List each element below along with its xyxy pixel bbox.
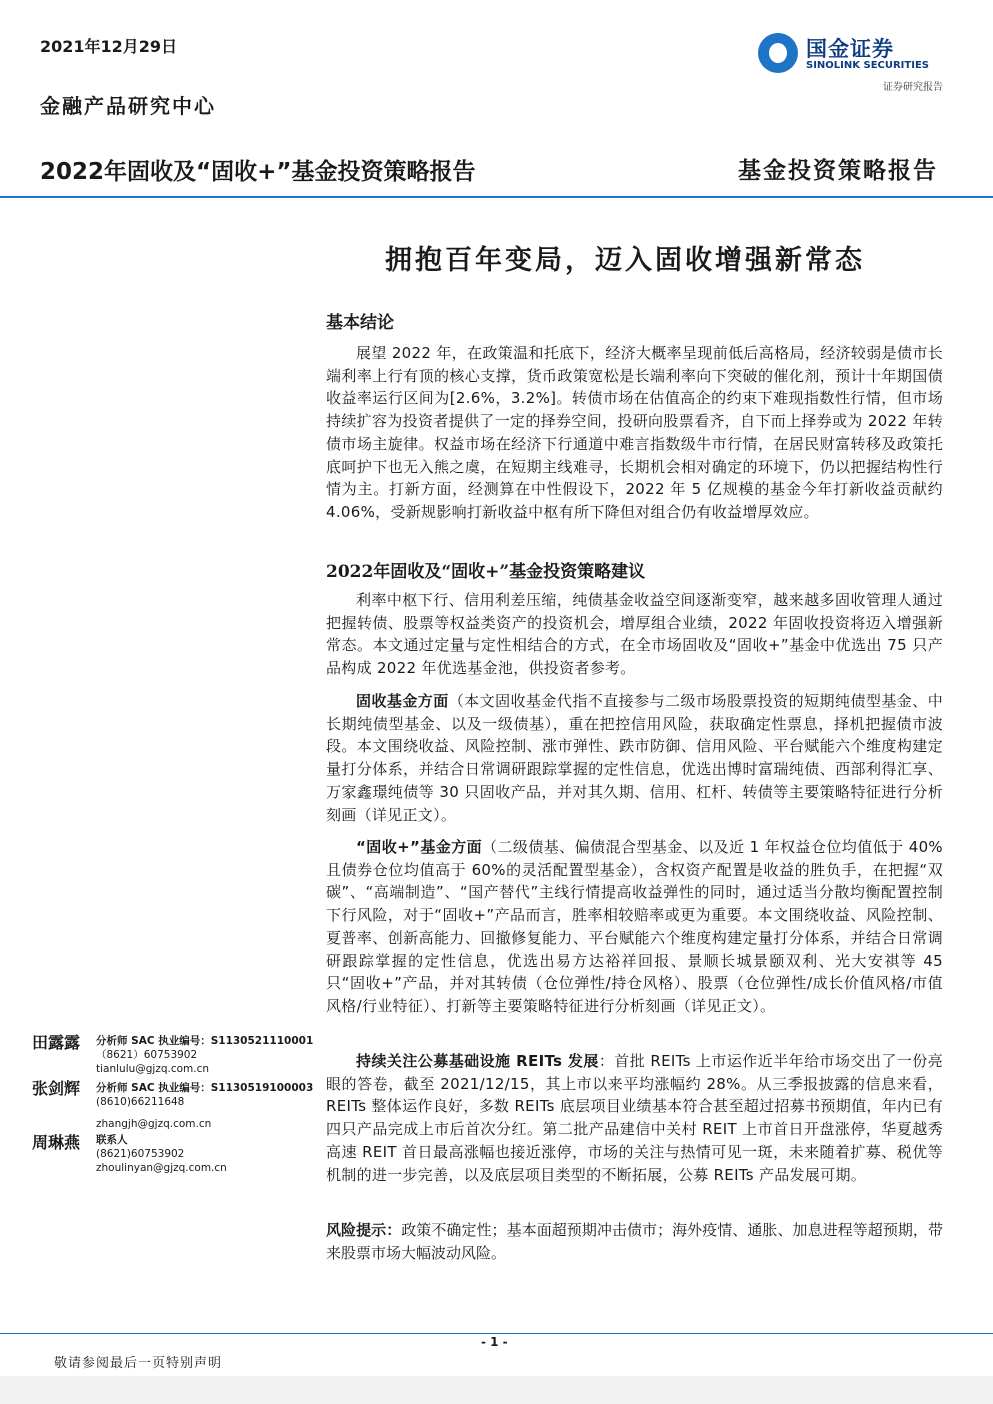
author-info — [96, 1034, 313, 1076]
paragraph-conclusion: 展望 2022 年，在政策温和托底下，经济大概率呈现前低后高格局，经济较弱是债市长端利率上行有顶的核心支撑，货币政策宽松是长端利率向下突破的催化剂，预计十年期国债收益率运行区间为[2.6%，3.2%]。转债市场在估值高企的约束下难现指数性行情，但市场持续扩容为投资者提供了一定的择券空间，投研向股票看齐，自下而上择券或为 2022 年转债市场主旋律。权益市场在经济下行通道中难言指数级牛市行情，在居民财富转移及政策托底呵护下也无入熊之虞，在短期主线难寻，长期机会相对确定的环境下，仍以把握结构性行情为主。打新方面，经测算在中性假设下，2022 年 5 亿规模的基金今年打新收益贡献约4.06%，受新规影响打新收益中枢有所下降但对组合仍有收益增厚效应。 — [326, 344, 943, 521]
paragraph-body: （二级债基、偏债混合型基金、以及近 1 年权益仓位均值低于 40%且债券仓位均值高于 60%的灵活配置型基金），含权资产配置是收益的胜负手，在把握“双碳”、“高端制造”、“国产替代”主线行情提高收益弹性的同时，通过适当分散均衡配置控制下行风险，对于“固收+”产品而言，胜率相较赔率或更为重要。本文围绕收益、风险控制、夏普率、创新高能力、回撤修复能力、平台赋能六个维度构建定量打分体系，并结合日常调研跟踪掌握的定性信息，优选出易方达裕祥回报、景顺长城景颐双利、光大安祺等 45 只“固收+”产品，并对其转债（仓位弹性/持仓风格）、股票（仓位弹性/成长价值风格/市值风格/行业特征）、打新等主要策略特征进行分析刻画（详见正文）。 — [326, 838, 943, 1015]
department-name: 金融产品研究中心 — [40, 94, 216, 118]
report-title: 2022年固收及“固收+”基金投资策略报告 — [40, 159, 476, 185]
author-name: 田露露 — [32, 1033, 81, 1052]
paragraph-fixed-income-plus-funds — [326, 836, 943, 1018]
page-number: - 1 - — [481, 1335, 508, 1349]
author-name: 周琳燕 — [32, 1133, 81, 1152]
author-credential: 分析师 SAC 执业编号：S1130521110001 — [96, 1035, 314, 1047]
logo-english-name: SINOLINK SECURITIES — [806, 60, 929, 71]
footer-divider — [0, 1333, 993, 1334]
header-divider — [0, 196, 993, 198]
paragraph-strategy-intro: 利率中枢下行、信用利差压缩，纯债基金收益空间逐渐变窄，越来越多固收管理人通过把握转债、股票等权益类资产的投资机会，增厚组合业绩，2022 年固收投资将迈入增强新常态。本文通过定量与定性相结合的方式，在全市场固收及“固收+”基金中优选出 75 只产品构成 2022 年优选基金池，供投资者参考。 — [326, 591, 943, 678]
report-type: 基金投资策略报告 — [738, 157, 938, 184]
risk-body: 政策不确定性；基本面超预期冲击债市；海外疫情、通胀、加息进程等超预期，带来股票市场大幅波动风险。 — [326, 1221, 943, 1262]
paragraph-body: ：首批 REITs 上市运作近半年给市场交出了一份亮眼的答卷，截至 2021/12/15，其上市以来平均涨幅约 28%。从三季报披露的信息来看，REITs 整体运作良好，多数 REITs 底层项目业绩基本符合甚至超过招募书预期值，年内已有四只产品完成上市后首次分红。第二批产品建信中关村 REIT 上市首日开盘涨停，华夏越秀高速 REIT 首日最高涨幅也接近涨停，市场的关注与热情可见一斑，未来随着扩募、税优等机制的进一步完善，以及底层项目类型的不断拓展，公募 REITs 产品发展可期。 — [326, 1052, 943, 1184]
footer-disclaimer: 敬请参阅最后一页特别声明 — [54, 1356, 223, 1371]
author-info — [96, 1081, 313, 1131]
author-phone: (8610)66211648 — [96, 1096, 185, 1108]
logo-mark-icon — [758, 33, 798, 73]
author-info — [96, 1133, 227, 1175]
author-credential: 分析师 SAC 执业编号：S1130519100003 — [96, 1082, 314, 1094]
paragraph-lead: “固收+”基金方面 — [356, 838, 483, 856]
author-phone: （8621）60753902 — [96, 1049, 198, 1061]
paragraph-body: （本文固收基金代指不直接参与二级市场股票投资的短期纯债型基金、中长期纯债型基金、以及一级债基），重在把控信用风险，获取确定性票息，择机把握债市波段。本文围绕收益、风险控制、涨市弹性、跌市防御、信用风险、平台赋能六个维度构建定量打分体系，并结合日常调研跟踪掌握的定性信息，优选出博时富瑞纯债、西部利得汇享、万家鑫璟纯债等 30 只固收产品，并对其久期、信用、杠杆、转债等主要策略特征进行分析刻画（详见正文）。 — [326, 692, 943, 824]
report-date: 2021年12月29日 — [40, 37, 178, 56]
author-email: tianlulu@gjzq.com.cn — [96, 1063, 210, 1075]
risk-lead: 风险提示： — [326, 1221, 402, 1239]
company-logo — [758, 33, 944, 75]
paragraph-lead: 持续关注公募基础设施 REITs 发展 — [356, 1052, 599, 1070]
risk-warning — [326, 1219, 943, 1264]
author-email: zhoulinyan@gjzq.com.cn — [96, 1162, 227, 1174]
logo-subtitle: 证券研究报告 — [883, 82, 943, 93]
author-credential: 联系人 — [96, 1134, 128, 1146]
section-title-strategy: 2022年固收及“固收+”基金投资策略建议 — [326, 562, 646, 582]
logo-chinese-name: 国金证券 — [806, 37, 894, 61]
section-title-conclusion: 基本结论 — [326, 313, 394, 333]
author-phone: (8621)60753902 — [96, 1148, 185, 1160]
author-name: 张剑辉 — [32, 1079, 81, 1098]
author-email: zhangjh@gjzq.com.cn — [96, 1118, 212, 1130]
paragraph-fixed-income-funds — [326, 690, 943, 826]
paragraph-reits — [326, 1050, 943, 1186]
footer-band — [0, 1376, 993, 1404]
headline: 拥抱百年变局，迈入固收增强新常态 — [385, 245, 865, 276]
paragraph-lead: 固收基金方面 — [356, 692, 449, 710]
